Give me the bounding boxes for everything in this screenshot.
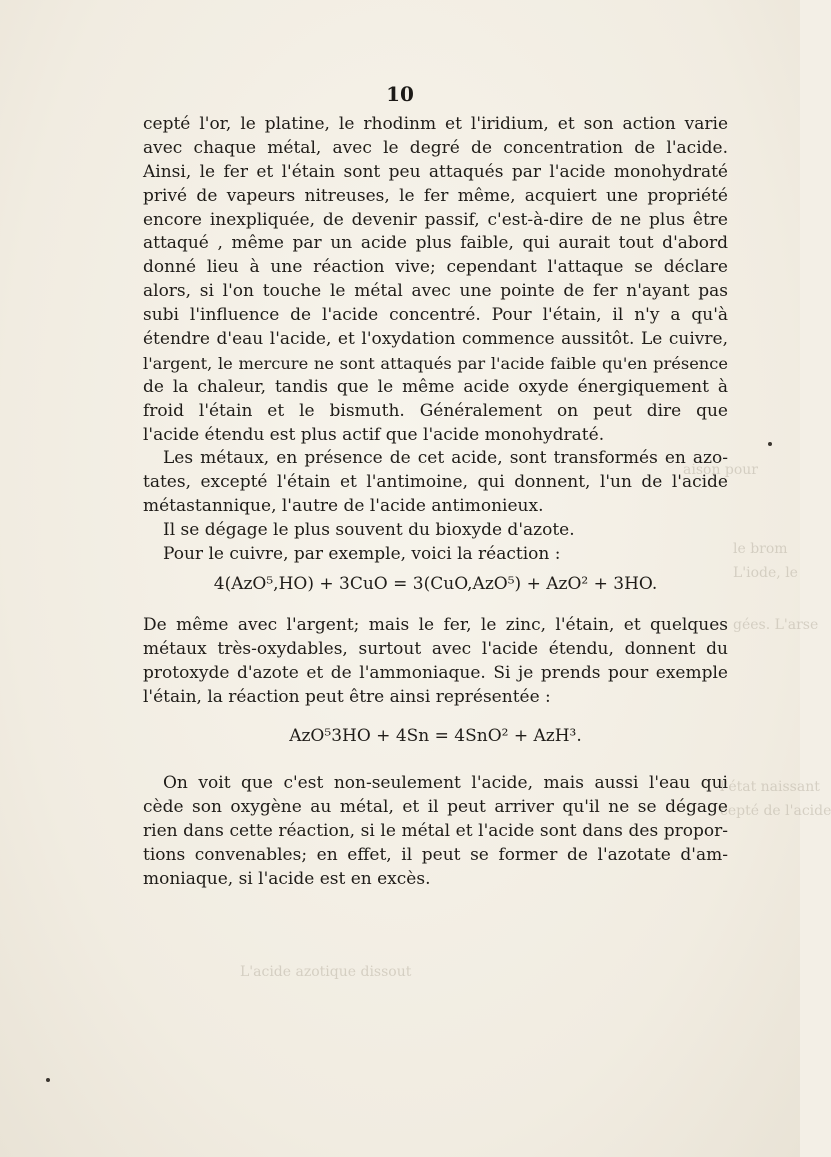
text-line: Ainsi, le fer et l'étain sont peu attaqués par l'acide monohydraté — [143, 161, 728, 182]
text-line: attaqué , même par un acide plus faible, qui aurait tout d'abord — [143, 233, 728, 254]
chemical-equation: 4(AzO⁵,HO) + 3CuO = 3(CuO,AzO⁵) + AzO² + 3HO. — [213, 573, 658, 594]
text-line: cepté l'or, le platine, le rhodinm et l'iridium, et son action varie — [143, 114, 728, 134]
text-line: de la chaleur, tandis que le même acide oxyde énergiquement à — [143, 376, 728, 397]
show-through-texture: l'état naissant — [720, 779, 820, 795]
text-line: l'argent, le mercure ne sont attaqués par l'acide faible qu'en présence — [143, 353, 728, 373]
text-line: l'étain, la réaction peut être ainsi représentée : — [143, 686, 551, 707]
text-line: métastannique, l'autre de l'acide antimonieux. — [143, 496, 544, 517]
page-number: 10 — [386, 82, 414, 106]
show-through-texture: L'iode, le — [733, 565, 798, 581]
text-line: donné lieu à une réaction vive; cependant l'attaque se déclare — [143, 257, 728, 278]
text-line: l'acide étendu est plus actif que l'acide monohydraté. — [143, 424, 605, 445]
text-line: froid l'étain et le bismuth. Généralement on peut dire que — [143, 400, 728, 421]
text-line: On voit que c'est non-seulement l'acide, mais aussi l'eau qui — [163, 773, 728, 794]
body-text — [143, 113, 728, 892]
text-line: Pour le cuivre, par exemple, voici la réaction : — [163, 544, 561, 565]
text-line: De même avec l'argent; mais le fer, le zinc, l'étain, et quelques — [143, 614, 728, 635]
show-through-texture: aison pour — [683, 462, 759, 478]
text-line: tates, excepté l'étain et l'antimoine, qui donnent, l'un de l'acide — [143, 472, 728, 493]
show-through-texture: cepté de l'acide — [720, 803, 831, 819]
ink-speck — [768, 442, 772, 446]
text-line: Il se dégage le plus souvent du bioxyde d'azote. — [163, 520, 575, 541]
text-line: privé de vapeurs nitreuses, le fer même, acquiert une propriété — [143, 185, 728, 206]
show-through-texture: gées. L'arse — [733, 617, 819, 633]
text-line: avec chaque métal, avec le degré de concentration de l'acide. — [143, 137, 728, 158]
ink-speck — [46, 1078, 50, 1082]
chemical-equation: AzO⁵3HO + 4Sn = 4SnO² + AzH³. — [289, 726, 582, 747]
text-line: métaux très-oxydables, surtout avec l'acide étendu, donnent du — [143, 638, 728, 659]
text-line: étendre d'eau l'acide, et l'oxydation commence aussitôt. Le cuivre, — [143, 329, 728, 350]
text-line: moniaque, si l'acide est en excès. — [143, 869, 431, 890]
text-line: cède son oxygène au métal, et il peut arriver qu'il ne se dégage — [143, 797, 728, 818]
text-line: encore inexpliquée, de devenir passif, c'est-à-dire de ne plus être — [143, 209, 728, 230]
text-line: alors, si l'on touche le métal avec une pointe de fer n'ayant pas — [143, 281, 728, 302]
text-line: subi l'influence de l'acide concentré. Pour l'étain, il n'y a qu'à — [143, 305, 728, 326]
text-line: tions convenables; en effet, il peut se former de l'azotate d'am- — [143, 845, 728, 866]
text-line: protoxyde d'azote et de l'ammoniaque. Si je prends pour exemple — [143, 662, 728, 683]
show-through-texture: le brom — [733, 541, 788, 557]
text-line: rien dans cette réaction, si le métal et l'acide sont dans des propor- — [143, 821, 728, 842]
show-through-texture: L'acide azotique dissout — [240, 964, 412, 980]
text-line: Les métaux, en présence de cet acide, sont transformés en azo- — [163, 448, 728, 469]
